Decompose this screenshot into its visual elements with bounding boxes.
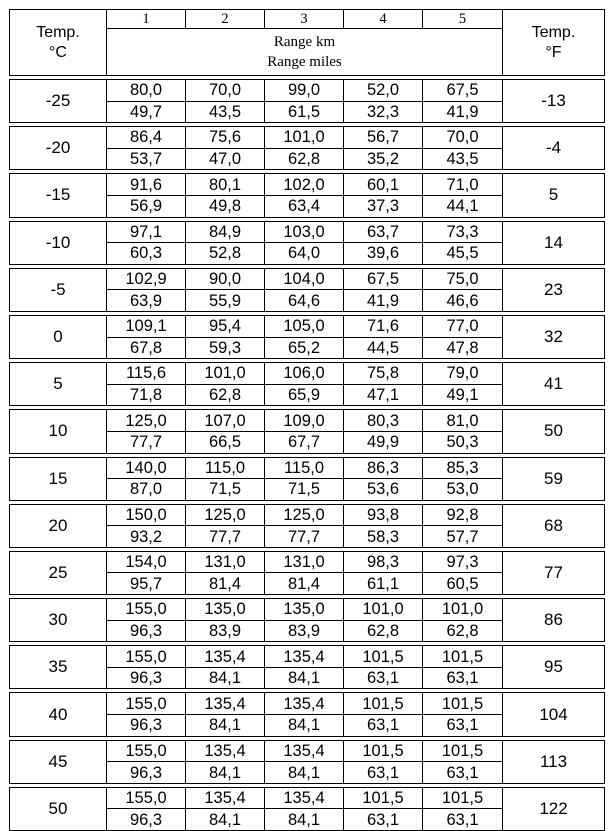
range-miles-cell: 62,8 bbox=[265, 148, 344, 170]
range-miles-cell: 53,7 bbox=[107, 148, 186, 170]
table-body bbox=[10, 76, 605, 831]
range-miles-cell: 53,0 bbox=[423, 479, 503, 501]
column-header-1: 1 bbox=[107, 10, 186, 29]
range-miles-cell: 47,0 bbox=[186, 148, 265, 170]
range-km-cell: 105,0 bbox=[265, 315, 344, 337]
temp-celsius-cell: 45 bbox=[10, 740, 107, 783]
range-km-cell: 86,3 bbox=[344, 457, 423, 479]
column-header-3: 3 bbox=[265, 10, 344, 29]
range-km-cell: 93,8 bbox=[344, 504, 423, 526]
range-km-cell: 101,5 bbox=[423, 693, 503, 715]
temp-celsius-cell: -15 bbox=[10, 174, 107, 217]
table-row-km bbox=[10, 363, 605, 385]
temp-fahrenheit-header bbox=[503, 10, 605, 76]
table-row-km bbox=[10, 740, 605, 762]
range-miles-cell: 59,3 bbox=[186, 337, 265, 359]
range-km-cell: 106,0 bbox=[265, 363, 344, 385]
range-miles-cell: 65,9 bbox=[265, 384, 344, 406]
temp-fahrenheit-cell: 59 bbox=[503, 457, 605, 500]
range-miles-cell: 96,3 bbox=[107, 715, 186, 737]
range-miles-cell: 77,7 bbox=[107, 431, 186, 453]
range-miles-cell: 62,8 bbox=[423, 620, 503, 642]
range-miles-label: Range miles bbox=[267, 54, 342, 70]
range-miles-cell: 62,8 bbox=[186, 384, 265, 406]
range-miles-cell: 67,8 bbox=[107, 337, 186, 359]
range-miles-cell: 53,6 bbox=[344, 479, 423, 501]
temp-fahrenheit-cell: 86 bbox=[503, 599, 605, 642]
range-miles-cell: 84,1 bbox=[186, 762, 265, 784]
range-km-cell: 101,0 bbox=[423, 599, 503, 621]
range-miles-cell: 63,1 bbox=[423, 715, 503, 737]
range-km-cell: 98,3 bbox=[344, 551, 423, 573]
range-miles-cell: 96,3 bbox=[107, 667, 186, 689]
range-km-cell: 135,4 bbox=[265, 740, 344, 762]
table-row-km bbox=[10, 80, 605, 102]
range-miles-cell: 93,2 bbox=[107, 526, 186, 548]
temp-celsius-cell: 15 bbox=[10, 457, 107, 500]
range-km-cell: 101,5 bbox=[344, 787, 423, 809]
range-miles-cell: 83,9 bbox=[186, 620, 265, 642]
range-km-cell: 73,3 bbox=[423, 221, 503, 243]
table-row-km bbox=[10, 410, 605, 432]
range-km-cell: 155,0 bbox=[107, 740, 186, 762]
range-km-cell: 56,7 bbox=[344, 127, 423, 149]
range-miles-cell: 47,1 bbox=[344, 384, 423, 406]
range-miles-cell: 64,0 bbox=[265, 243, 344, 265]
range-km-cell: 70,0 bbox=[186, 80, 265, 102]
range-miles-cell: 46,6 bbox=[423, 290, 503, 312]
temp-celsius-cell: 40 bbox=[10, 693, 107, 736]
table-row-km bbox=[10, 646, 605, 668]
range-miles-cell: 63,1 bbox=[344, 667, 423, 689]
range-miles-cell: 61,1 bbox=[344, 573, 423, 595]
table-row-km bbox=[10, 787, 605, 809]
column-header-2: 2 bbox=[186, 10, 265, 29]
range-km-cell: 52,0 bbox=[344, 80, 423, 102]
range-miles-cell: 55,9 bbox=[186, 290, 265, 312]
range-miles-cell: 87,0 bbox=[107, 479, 186, 501]
table-row-km bbox=[10, 221, 605, 243]
range-miles-cell: 67,7 bbox=[265, 431, 344, 453]
range-miles-cell: 66,5 bbox=[186, 431, 265, 453]
range-miles-cell: 60,3 bbox=[107, 243, 186, 265]
range-km-cell: 99,0 bbox=[265, 80, 344, 102]
range-km-cell: 115,0 bbox=[265, 457, 344, 479]
range-miles-cell: 84,1 bbox=[186, 715, 265, 737]
range-miles-cell: 47,8 bbox=[423, 337, 503, 359]
range-miles-cell: 62,8 bbox=[344, 620, 423, 642]
range-km-cell: 155,0 bbox=[107, 599, 186, 621]
range-km-cell: 80,0 bbox=[107, 80, 186, 102]
range-km-cell: 115,6 bbox=[107, 363, 186, 385]
range-miles-cell: 71,5 bbox=[265, 479, 344, 501]
range-km-cell: 101,5 bbox=[344, 693, 423, 715]
range-miles-cell: 63,1 bbox=[423, 809, 503, 831]
temp-celsius-cell: 30 bbox=[10, 599, 107, 642]
range-km-cell: 104,0 bbox=[265, 268, 344, 290]
range-km-cell: 155,0 bbox=[107, 693, 186, 715]
range-miles-cell: 56,9 bbox=[107, 195, 186, 217]
range-km-cell: 125,0 bbox=[265, 504, 344, 526]
range-miles-cell: 49,8 bbox=[186, 195, 265, 217]
range-miles-cell: 95,7 bbox=[107, 573, 186, 595]
range-miles-cell: 49,7 bbox=[107, 101, 186, 123]
range-miles-cell: 84,1 bbox=[265, 715, 344, 737]
range-miles-cell: 71,8 bbox=[107, 384, 186, 406]
temp-fahrenheit-cell: 77 bbox=[503, 551, 605, 594]
temp-fahrenheit-cell: 14 bbox=[503, 221, 605, 264]
range-km-cell: 101,0 bbox=[265, 127, 344, 149]
range-km-cell: 97,3 bbox=[423, 551, 503, 573]
temp-fahrenheit-cell: 23 bbox=[503, 268, 605, 311]
range-km-cell: 101,5 bbox=[344, 646, 423, 668]
range-miles-cell: 63,1 bbox=[423, 667, 503, 689]
range-km-cell: 135,4 bbox=[186, 740, 265, 762]
range-miles-cell: 77,7 bbox=[265, 526, 344, 548]
range-km-cell: 63,7 bbox=[344, 221, 423, 243]
range-miles-cell: 43,5 bbox=[423, 148, 503, 170]
range-km-cell: 70,0 bbox=[423, 127, 503, 149]
temp-celsius-header-text: Temp. °C bbox=[36, 23, 80, 61]
range-miles-cell: 81,4 bbox=[265, 573, 344, 595]
temp-fahrenheit-cell: 68 bbox=[503, 504, 605, 547]
range-miles-cell: 84,1 bbox=[186, 667, 265, 689]
range-km-cell: 155,0 bbox=[107, 646, 186, 668]
range-km-cell: 135,4 bbox=[186, 646, 265, 668]
range-miles-cell: 83,9 bbox=[265, 620, 344, 642]
range-miles-cell: 37,3 bbox=[344, 195, 423, 217]
range-km-cell: 140,0 bbox=[107, 457, 186, 479]
table-row-km bbox=[10, 268, 605, 290]
table-row-km bbox=[10, 174, 605, 196]
temp-celsius-cell: 25 bbox=[10, 551, 107, 594]
range-miles-cell: 57,7 bbox=[423, 526, 503, 548]
temp-celsius-cell: 0 bbox=[10, 315, 107, 358]
range-km-cell: 75,0 bbox=[423, 268, 503, 290]
range-km-cell: 77,0 bbox=[423, 315, 503, 337]
range-km-cell: 101,0 bbox=[186, 363, 265, 385]
range-miles-cell: 96,3 bbox=[107, 809, 186, 831]
temp-fahrenheit-cell: -4 bbox=[503, 127, 605, 170]
temp-celsius-cell: 10 bbox=[10, 410, 107, 453]
range-km-cell: 109,0 bbox=[265, 410, 344, 432]
table-row-km bbox=[10, 315, 605, 337]
range-km-cell: 67,5 bbox=[344, 268, 423, 290]
range-miles-cell: 49,1 bbox=[423, 384, 503, 406]
range-miles-cell: 43,5 bbox=[186, 101, 265, 123]
range-km-cell: 85,3 bbox=[423, 457, 503, 479]
range-km-cell: 101,5 bbox=[344, 740, 423, 762]
range-units-header bbox=[107, 29, 503, 76]
temp-celsius-cell: 5 bbox=[10, 363, 107, 406]
range-miles-cell: 35,2 bbox=[344, 148, 423, 170]
range-miles-cell: 65,2 bbox=[265, 337, 344, 359]
range-km-cell: 135,4 bbox=[265, 646, 344, 668]
range-miles-cell: 63,1 bbox=[344, 715, 423, 737]
range-km-cell: 107,0 bbox=[186, 410, 265, 432]
range-temperature-table bbox=[9, 9, 605, 831]
range-km-cell: 101,5 bbox=[423, 787, 503, 809]
temp-fahrenheit-cell: 32 bbox=[503, 315, 605, 358]
range-miles-cell: 45,5 bbox=[423, 243, 503, 265]
temp-celsius-cell: -20 bbox=[10, 127, 107, 170]
range-miles-cell: 96,3 bbox=[107, 620, 186, 642]
temp-fahrenheit-cell: 50 bbox=[503, 410, 605, 453]
range-km-cell: 101,5 bbox=[423, 740, 503, 762]
range-miles-cell: 63,4 bbox=[265, 195, 344, 217]
temp-fahrenheit-cell: 41 bbox=[503, 363, 605, 406]
temp-celsius-cell: -5 bbox=[10, 268, 107, 311]
range-km-cell: 131,0 bbox=[265, 551, 344, 573]
range-miles-cell: 49,9 bbox=[344, 431, 423, 453]
range-km-cell: 71,0 bbox=[423, 174, 503, 196]
range-miles-cell: 84,1 bbox=[265, 809, 344, 831]
range-miles-cell: 84,1 bbox=[265, 762, 344, 784]
range-km-cell: 135,4 bbox=[265, 787, 344, 809]
range-km-cell: 131,0 bbox=[186, 551, 265, 573]
range-miles-cell: 63,9 bbox=[107, 290, 186, 312]
table-row-km bbox=[10, 457, 605, 479]
range-miles-cell: 58,3 bbox=[344, 526, 423, 548]
range-miles-cell: 44,1 bbox=[423, 195, 503, 217]
range-miles-cell: 81,4 bbox=[186, 573, 265, 595]
range-km-cell: 80,1 bbox=[186, 174, 265, 196]
range-km-cell: 135,0 bbox=[265, 599, 344, 621]
range-miles-cell: 71,5 bbox=[186, 479, 265, 501]
range-km-cell: 90,0 bbox=[186, 268, 265, 290]
range-miles-cell: 32,3 bbox=[344, 101, 423, 123]
range-miles-cell: 77,7 bbox=[186, 526, 265, 548]
range-miles-cell: 41,9 bbox=[423, 101, 503, 123]
table-row-km bbox=[10, 693, 605, 715]
range-km-cell: 155,0 bbox=[107, 787, 186, 809]
range-km-cell: 81,0 bbox=[423, 410, 503, 432]
table-row-km bbox=[10, 599, 605, 621]
temp-fahrenheit-cell: 113 bbox=[503, 740, 605, 783]
range-km-cell: 154,0 bbox=[107, 551, 186, 573]
range-km-cell: 91,6 bbox=[107, 174, 186, 196]
range-km-cell: 80,3 bbox=[344, 410, 423, 432]
column-header-5: 5 bbox=[423, 10, 503, 29]
range-km-cell: 71,6 bbox=[344, 315, 423, 337]
temp-fahrenheit-cell: 95 bbox=[503, 646, 605, 689]
range-km-label: Range km bbox=[273, 34, 336, 50]
range-km-cell: 135,4 bbox=[186, 693, 265, 715]
range-km-cell: 115,0 bbox=[186, 457, 265, 479]
temp-celsius-cell: 20 bbox=[10, 504, 107, 547]
range-km-cell: 125,0 bbox=[107, 410, 186, 432]
range-miles-cell: 50,3 bbox=[423, 431, 503, 453]
temp-celsius-header bbox=[10, 10, 107, 76]
temp-fahrenheit-cell: 104 bbox=[503, 693, 605, 736]
range-miles-cell: 84,1 bbox=[186, 809, 265, 831]
range-km-cell: 109,1 bbox=[107, 315, 186, 337]
range-miles-cell: 63,1 bbox=[423, 762, 503, 784]
temp-celsius-cell: -10 bbox=[10, 221, 107, 264]
range-km-cell: 103,0 bbox=[265, 221, 344, 243]
range-km-cell: 79,0 bbox=[423, 363, 503, 385]
range-km-cell: 95,4 bbox=[186, 315, 265, 337]
range-km-cell: 101,0 bbox=[344, 599, 423, 621]
range-km-cell: 75,8 bbox=[344, 363, 423, 385]
range-km-cell: 150,0 bbox=[107, 504, 186, 526]
range-km-cell: 135,0 bbox=[186, 599, 265, 621]
range-miles-cell: 84,1 bbox=[265, 667, 344, 689]
range-miles-cell: 44,5 bbox=[344, 337, 423, 359]
range-km-cell: 135,4 bbox=[186, 787, 265, 809]
range-km-cell: 102,0 bbox=[265, 174, 344, 196]
temp-celsius-cell: -25 bbox=[10, 80, 107, 123]
range-miles-cell: 96,3 bbox=[107, 762, 186, 784]
range-km-cell: 102,9 bbox=[107, 268, 186, 290]
range-km-cell: 92,8 bbox=[423, 504, 503, 526]
range-km-cell: 101,5 bbox=[423, 646, 503, 668]
temp-fahrenheit-header-text: Temp. °F bbox=[531, 23, 576, 61]
temp-celsius-cell: 50 bbox=[10, 787, 107, 830]
temp-fahrenheit-cell: 5 bbox=[503, 174, 605, 217]
temp-fahrenheit-cell: 122 bbox=[503, 787, 605, 830]
range-km-cell: 86,4 bbox=[107, 127, 186, 149]
range-miles-cell: 39,6 bbox=[344, 243, 423, 265]
range-miles-cell: 63,1 bbox=[344, 809, 423, 831]
range-miles-cell: 61,5 bbox=[265, 101, 344, 123]
range-miles-cell: 52,8 bbox=[186, 243, 265, 265]
table-row-km bbox=[10, 504, 605, 526]
range-miles-cell: 41,9 bbox=[344, 290, 423, 312]
table-row-km bbox=[10, 127, 605, 149]
table-row-km bbox=[10, 551, 605, 573]
column-header-4: 4 bbox=[344, 10, 423, 29]
range-km-cell: 67,5 bbox=[423, 80, 503, 102]
range-km-cell: 84,9 bbox=[186, 221, 265, 243]
range-miles-cell: 63,1 bbox=[344, 762, 423, 784]
range-miles-cell: 64,6 bbox=[265, 290, 344, 312]
temp-fahrenheit-cell: -13 bbox=[503, 80, 605, 123]
range-km-cell: 97,1 bbox=[107, 221, 186, 243]
range-km-cell: 75,6 bbox=[186, 127, 265, 149]
temp-celsius-cell: 35 bbox=[10, 646, 107, 689]
range-km-cell: 135,4 bbox=[265, 693, 344, 715]
range-miles-cell: 60,5 bbox=[423, 573, 503, 595]
range-km-cell: 60,1 bbox=[344, 174, 423, 196]
range-km-cell: 125,0 bbox=[186, 504, 265, 526]
